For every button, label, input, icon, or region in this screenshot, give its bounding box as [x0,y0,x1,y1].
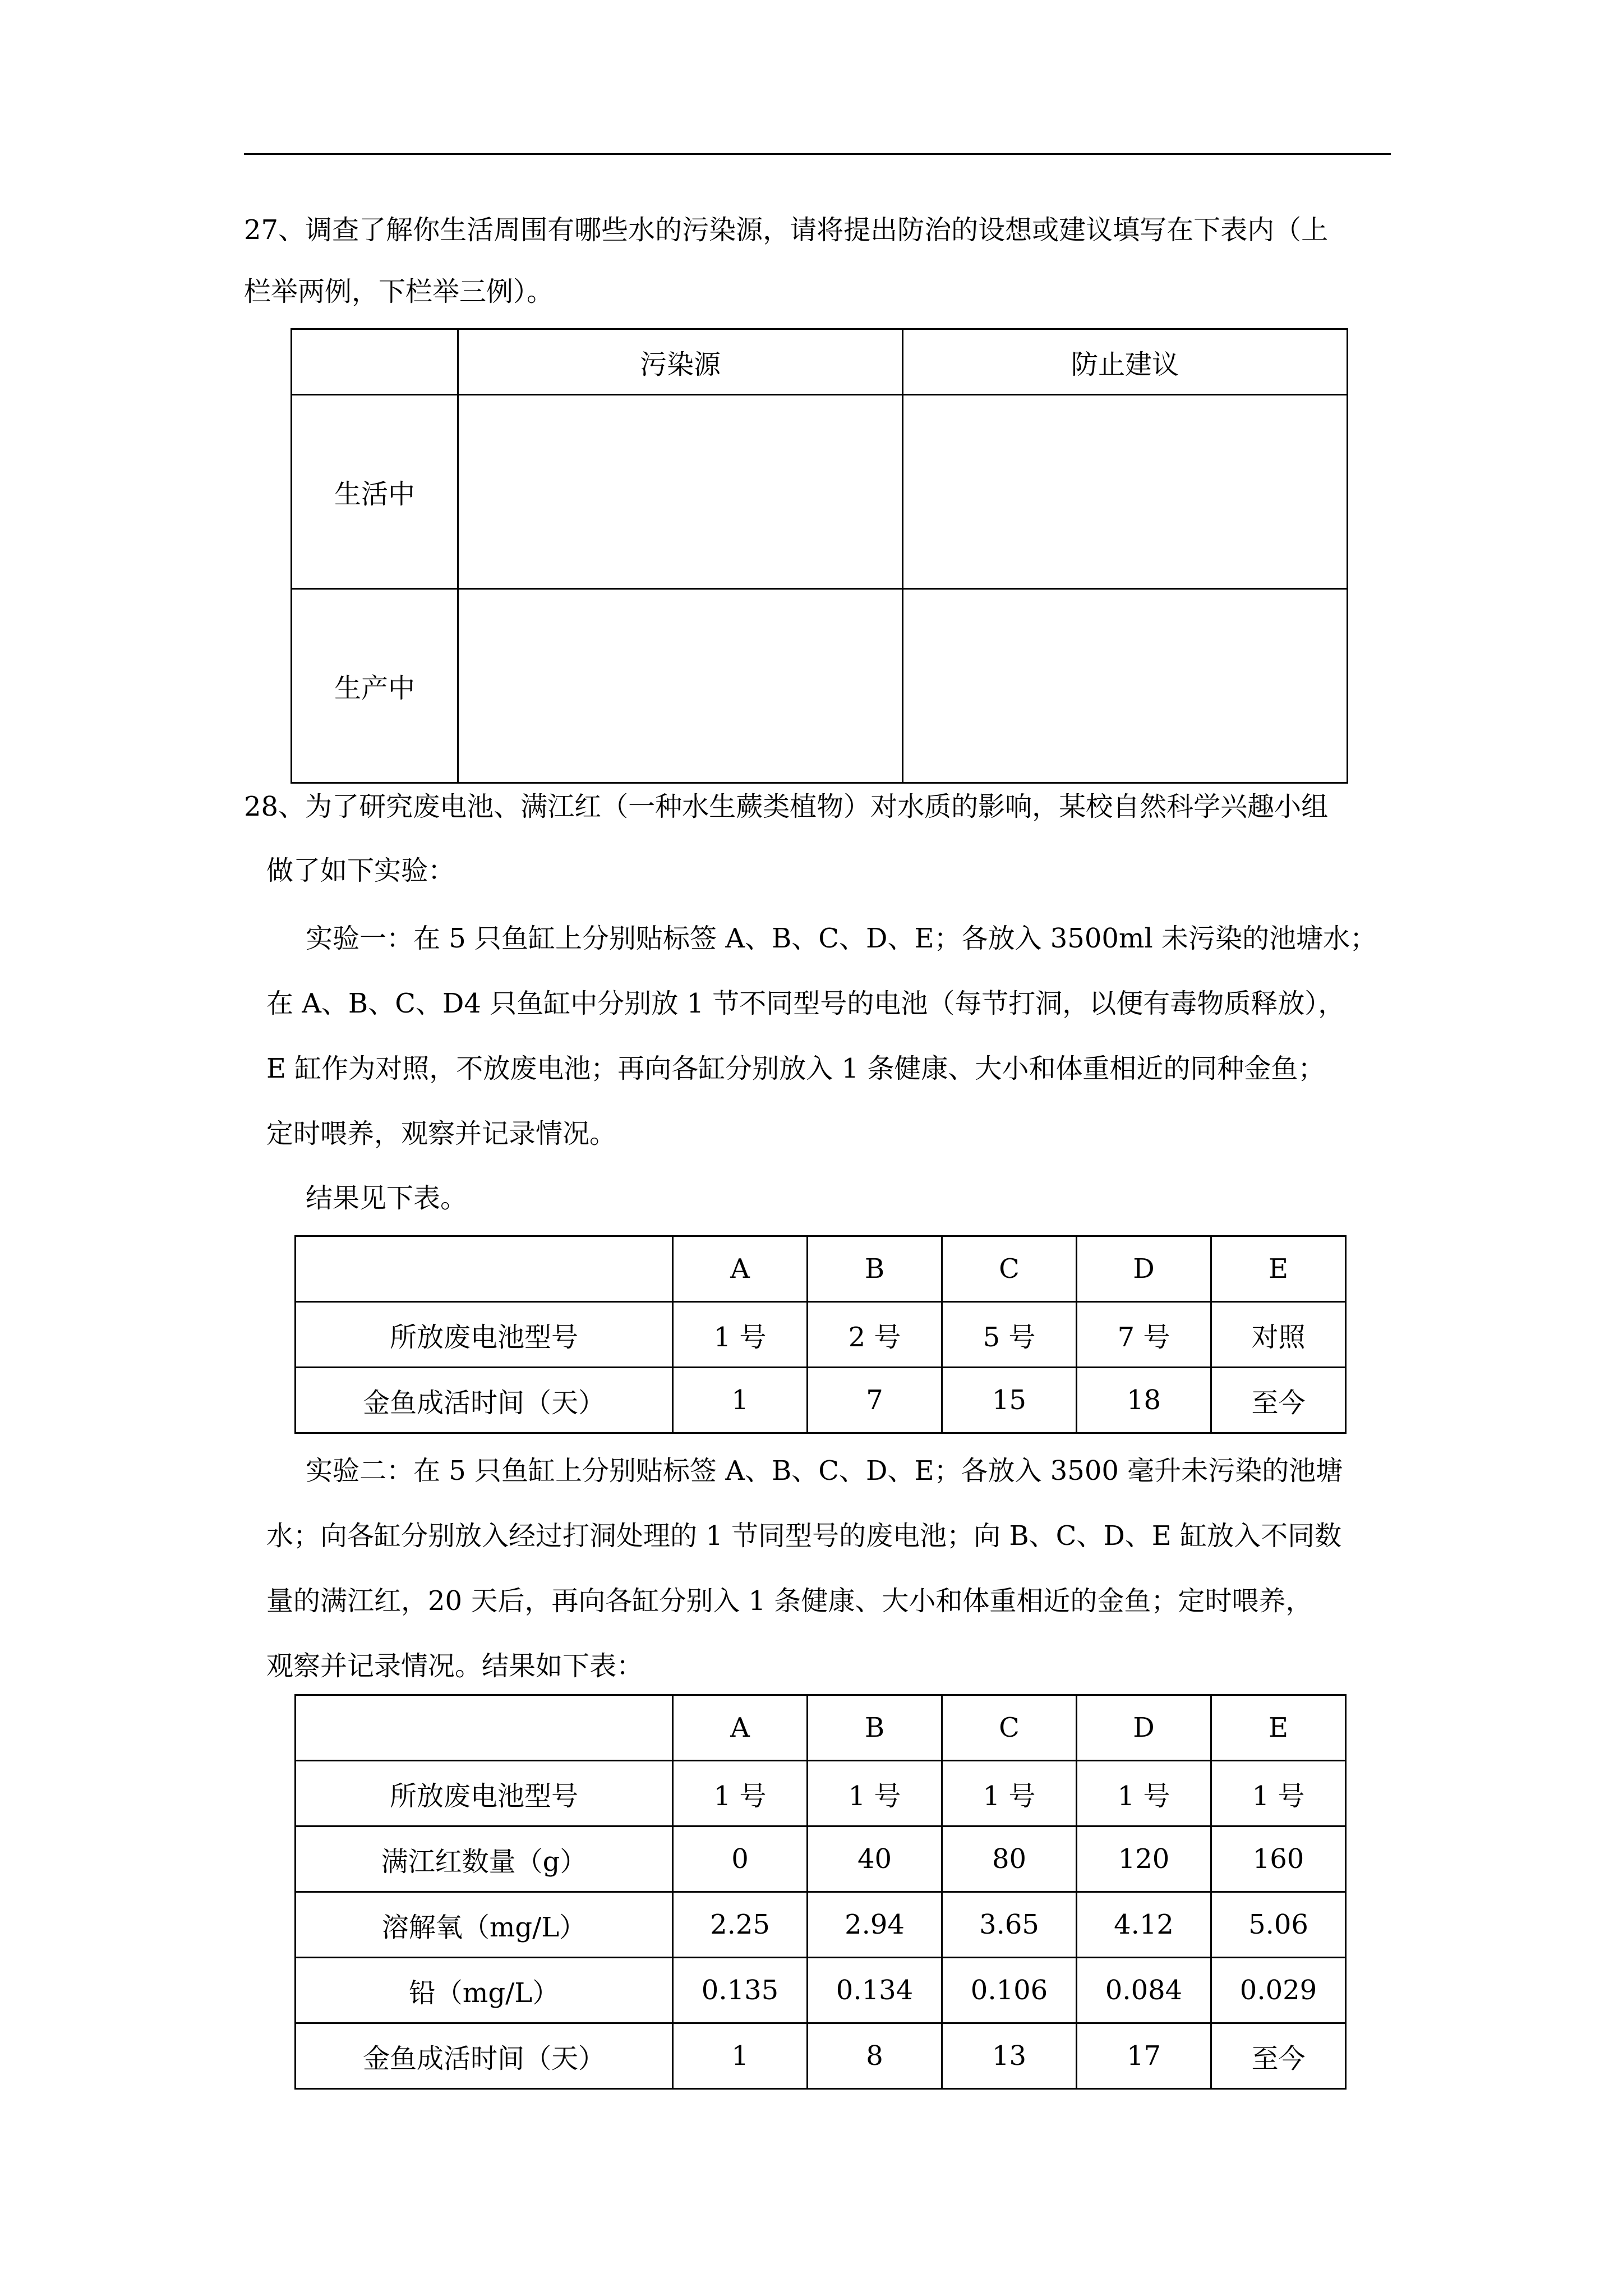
row-label: 溶解氧（mg/L） [296,1892,673,1958]
table-cell: 8 [808,2023,942,2089]
header-cell: E [1211,1695,1346,1761]
exp2-line-1: 实验二：在 5 只鱼缸上分别贴标签 A、B、C、D、E；各放入 3500 毫升未污染的池塘 [306,1455,1343,1487]
table-cell: 2 号 [808,1302,942,1368]
row-label: 所放废电池型号 [296,1761,673,1826]
table-header-row [296,1695,1346,1761]
exp1-line-1: 实验一：在 5 只鱼缸上分别贴标签 A、B、C、D、E；各放入 3500ml 未污染的池塘水； [306,923,1377,954]
header-cell: E [1211,1236,1346,1302]
table-cell: 4.12 [1077,1892,1211,1958]
header-cell [296,1695,673,1761]
table-row [296,1892,1346,1958]
table-cell: 1 号 [808,1761,942,1826]
exp2-line-4: 观察并记录情况。结果如下表： [266,1650,644,1682]
table-cell: 17 [1077,2023,1211,2089]
header-cell: B [808,1695,942,1761]
table-header-row [292,329,1348,395]
table-cell: 1 号 [673,1761,808,1826]
table-row [296,1761,1346,1826]
experiment-1-table [294,1235,1347,1434]
exp1-line-3: E 缸作为对照，不放废电池；再向各缸分别放入 1 条健康、大小和体重相近的同种金鱼； [266,1053,1325,1084]
header-cell: D [1077,1236,1211,1302]
life-source-cell [458,395,903,589]
table-cell: 0.084 [1077,1958,1211,2023]
table-cell: 1 [673,2023,808,2089]
table-cell: 2.94 [808,1892,942,1958]
table-cell: 15 [942,1368,1077,1433]
table-row [296,1958,1346,2023]
table-cell: 80 [942,1826,1077,1892]
header-cell [296,1236,673,1302]
table-row [296,2023,1346,2089]
row-label-production: 生产中 [292,589,458,783]
q27-line-1: 27、调查了解你生活周围有哪些水的污染源，请将提出防治的设想或建议填写在下表内（上 [244,214,1329,246]
table-cell: 3.65 [942,1892,1077,1958]
exp2-line-2: 水；向各缸分别放入经过打洞处理的 1 节同型号的废电池；向 B、C、D、E 缸放入不同数 [266,1520,1342,1552]
table-cell: 1 [673,1368,808,1433]
header-cell-empty [292,329,458,395]
header-cell: C [942,1236,1077,1302]
table-cell: 对照 [1211,1302,1346,1368]
row-label: 满江红数量（g） [296,1826,673,1892]
header-cell: A [673,1695,808,1761]
header-cell: A [673,1236,808,1302]
table-cell: 7 号 [1077,1302,1211,1368]
header-rule [244,153,1391,155]
table-cell: 5 号 [942,1302,1077,1368]
production-source-cell [458,589,903,783]
q27-line-2: 栏举两例，下栏举三例）。 [244,276,554,307]
row-label: 铅（mg/L） [296,1958,673,2023]
table-cell: 7 [808,1368,942,1433]
production-advice-cell [903,589,1348,783]
row-label: 金鱼成活时间（天） [296,1368,673,1433]
table-cell: 1 号 [1211,1761,1346,1826]
table-cell: 0.106 [942,1958,1077,2023]
header-cell: C [942,1695,1077,1761]
table-cell: 0.029 [1211,1958,1346,2023]
table-cell: 0.134 [808,1958,942,2023]
table-cell: 1 号 [673,1302,808,1368]
table-row-life [292,395,1348,589]
table-row [296,1302,1346,1368]
table-cell: 5.06 [1211,1892,1346,1958]
life-advice-cell [903,395,1348,589]
header-cell: D [1077,1695,1211,1761]
table-cell: 0 [673,1826,808,1892]
pollution-table [291,328,1348,784]
table-cell: 160 [1211,1826,1346,1892]
table-row-production [292,589,1348,783]
table-cell: 至今 [1211,1368,1346,1433]
table-cell: 0.135 [673,1958,808,2023]
table-row [296,1826,1346,1892]
exp2-line-3: 量的满江红，20 天后，再向各缸分别入 1 条健康、大小和体重相近的金鱼；定时喂养， [266,1585,1313,1617]
row-label: 金鱼成活时间（天） [296,2023,673,2089]
table-row [296,1368,1346,1433]
exp1-line-4: 定时喂养，观察并记录情况。 [266,1118,617,1149]
table-cell: 18 [1077,1368,1211,1433]
header-cell-source: 污染源 [458,329,903,395]
table-header-row [296,1236,1346,1302]
q28-line-2: 做了如下实验： [266,855,455,886]
experiment-2-table [294,1694,1347,2090]
exp1-result-caption: 结果见下表。 [306,1182,468,1214]
table-cell: 至今 [1211,2023,1346,2089]
table-cell: 120 [1077,1826,1211,1892]
table-cell: 1 号 [1077,1761,1211,1826]
header-cell: B [808,1236,942,1302]
table-cell: 40 [808,1826,942,1892]
header-cell-advice: 防止建议 [903,329,1348,395]
exp1-line-2: 在 A、B、C、D4 只鱼缸中分别放 1 节不同型号的电池（每节打洞，以便有毒物质释放）， [266,988,1345,1019]
row-label: 所放废电池型号 [296,1302,673,1368]
table-cell: 13 [942,2023,1077,2089]
table-cell: 1 号 [942,1761,1077,1826]
table-cell: 2.25 [673,1892,808,1958]
row-label-life: 生活中 [292,395,458,589]
q28-line-1: 28、为了研究废电池、满江红（一种水生蕨类植物）对水质的影响，某校自然科学兴趣小组 [244,791,1329,822]
